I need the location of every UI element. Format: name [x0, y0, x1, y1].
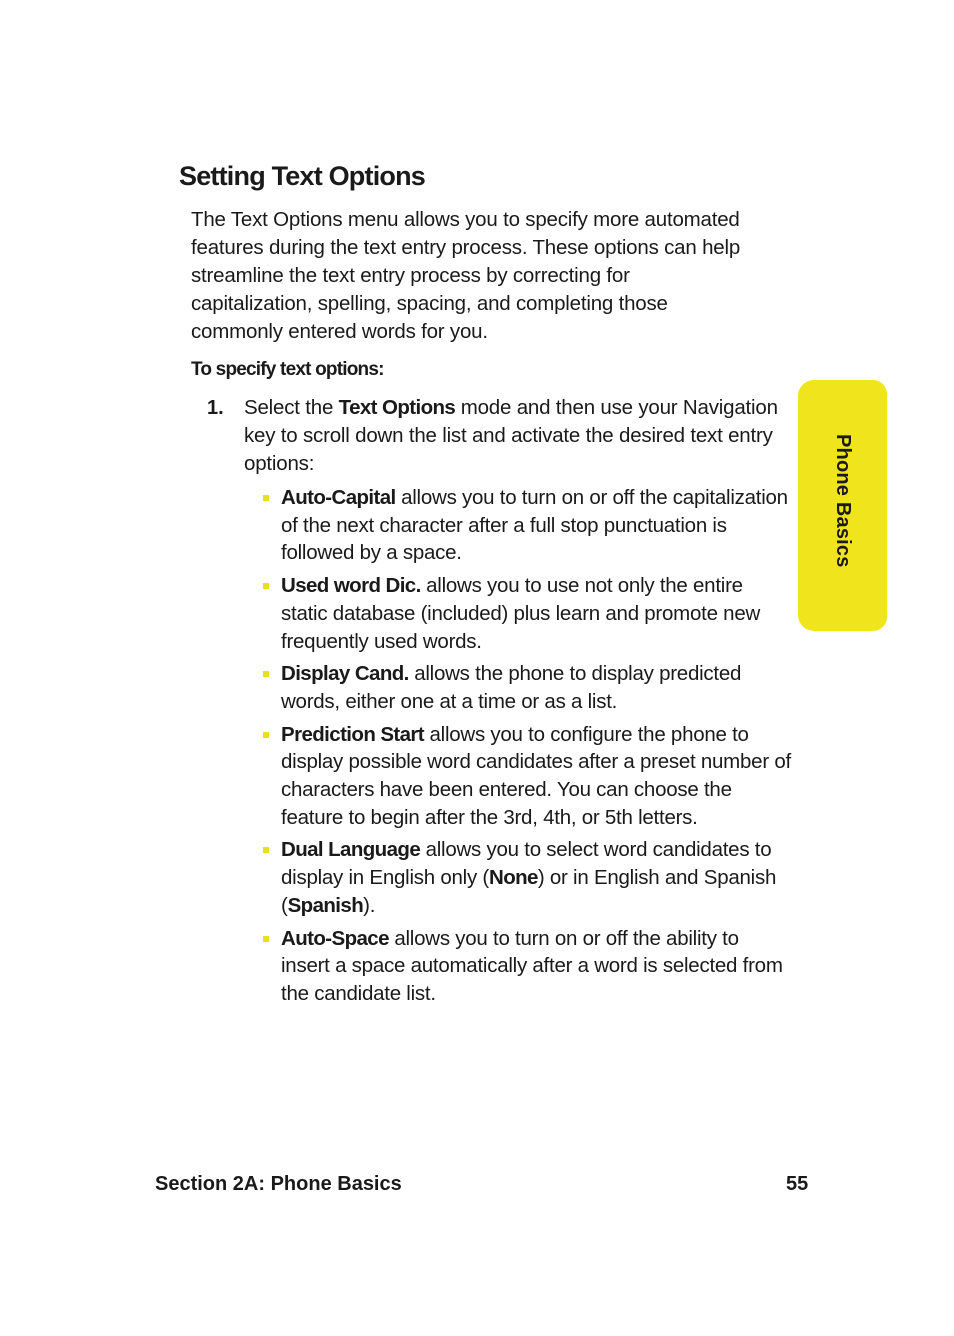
bullet-square-icon — [263, 671, 269, 677]
step-number: 1. — [207, 397, 224, 419]
list-item-display-cand — [262, 660, 792, 715]
option-desc: allows you to turn on or off the capitalization of the next character after a full stop punctuation is followed by a space. — [281, 486, 788, 565]
option-desc: allows you to use not only the entire static database (included) plus learn and promote new frequently used words. — [281, 574, 761, 653]
option-term: Display Cand. — [281, 662, 409, 686]
list-item-dual-language — [262, 836, 792, 919]
step-text-option: Text Options — [338, 396, 456, 419]
option-term: Prediction Start — [281, 722, 425, 746]
list-item-prediction-start — [262, 721, 792, 832]
option-desc: ) or in English and Spanish ( — [281, 866, 777, 917]
option-desc: allows you to select word candidates to display in English only ( — [281, 838, 772, 890]
procedure-heading: To specify text options: — [191, 359, 384, 380]
option-desc: allows you to turn on or off the ability to insert a space automatically after a word is selected from the candidate list. — [281, 926, 783, 1005]
list-item-auto-capital — [262, 484, 792, 567]
bullet-square-icon — [263, 936, 269, 942]
text-options-list — [262, 484, 792, 1013]
option-desc: ). — [363, 893, 376, 917]
list-item-used-word-dic — [262, 572, 792, 655]
side-tab-label: Phone Basics — [832, 434, 854, 568]
intro-paragraph: The Text Options menu allows you to specify more automated features during the text entry process. These options can help streamline the text entry process by correcting for capitalization, spelling, spacing, and completing those commonly entered words for you. — [191, 208, 741, 343]
footer-section-label: Section 2A: Phone Basics — [155, 1173, 402, 1195]
option-value-none: None — [488, 866, 538, 890]
option-value-spanish: Spanish — [287, 893, 364, 917]
option-term: Used word Dic. — [281, 574, 421, 598]
bullet-square-icon — [263, 495, 269, 501]
option-term: Auto-Capital — [281, 486, 396, 509]
section-side-tab — [798, 380, 887, 631]
page-number: 55 — [786, 1173, 809, 1195]
step-text-post: mode and then use your Navigation key to scroll down the list and activate the desired text entry options: — [244, 396, 778, 475]
step-text — [244, 394, 784, 478]
list-item-auto-space — [262, 925, 792, 1008]
page-title: Setting Text Options — [179, 161, 425, 191]
option-term: Dual Language — [281, 838, 421, 862]
bullet-square-icon — [263, 583, 269, 589]
option-desc: allows you to configure the phone to display possible word candidates after a preset number of characters have been entered. You can choose the feature to begin after the 3rd, 4th, or 5th letters. — [281, 722, 791, 829]
bullet-square-icon — [263, 847, 269, 853]
option-term: Auto-Space — [281, 926, 389, 950]
bullet-square-icon — [263, 732, 269, 738]
step-text-pre: Select the — [244, 396, 339, 419]
option-desc: allows the phone to display predicted words, either one at a time or as a list. — [281, 662, 742, 713]
